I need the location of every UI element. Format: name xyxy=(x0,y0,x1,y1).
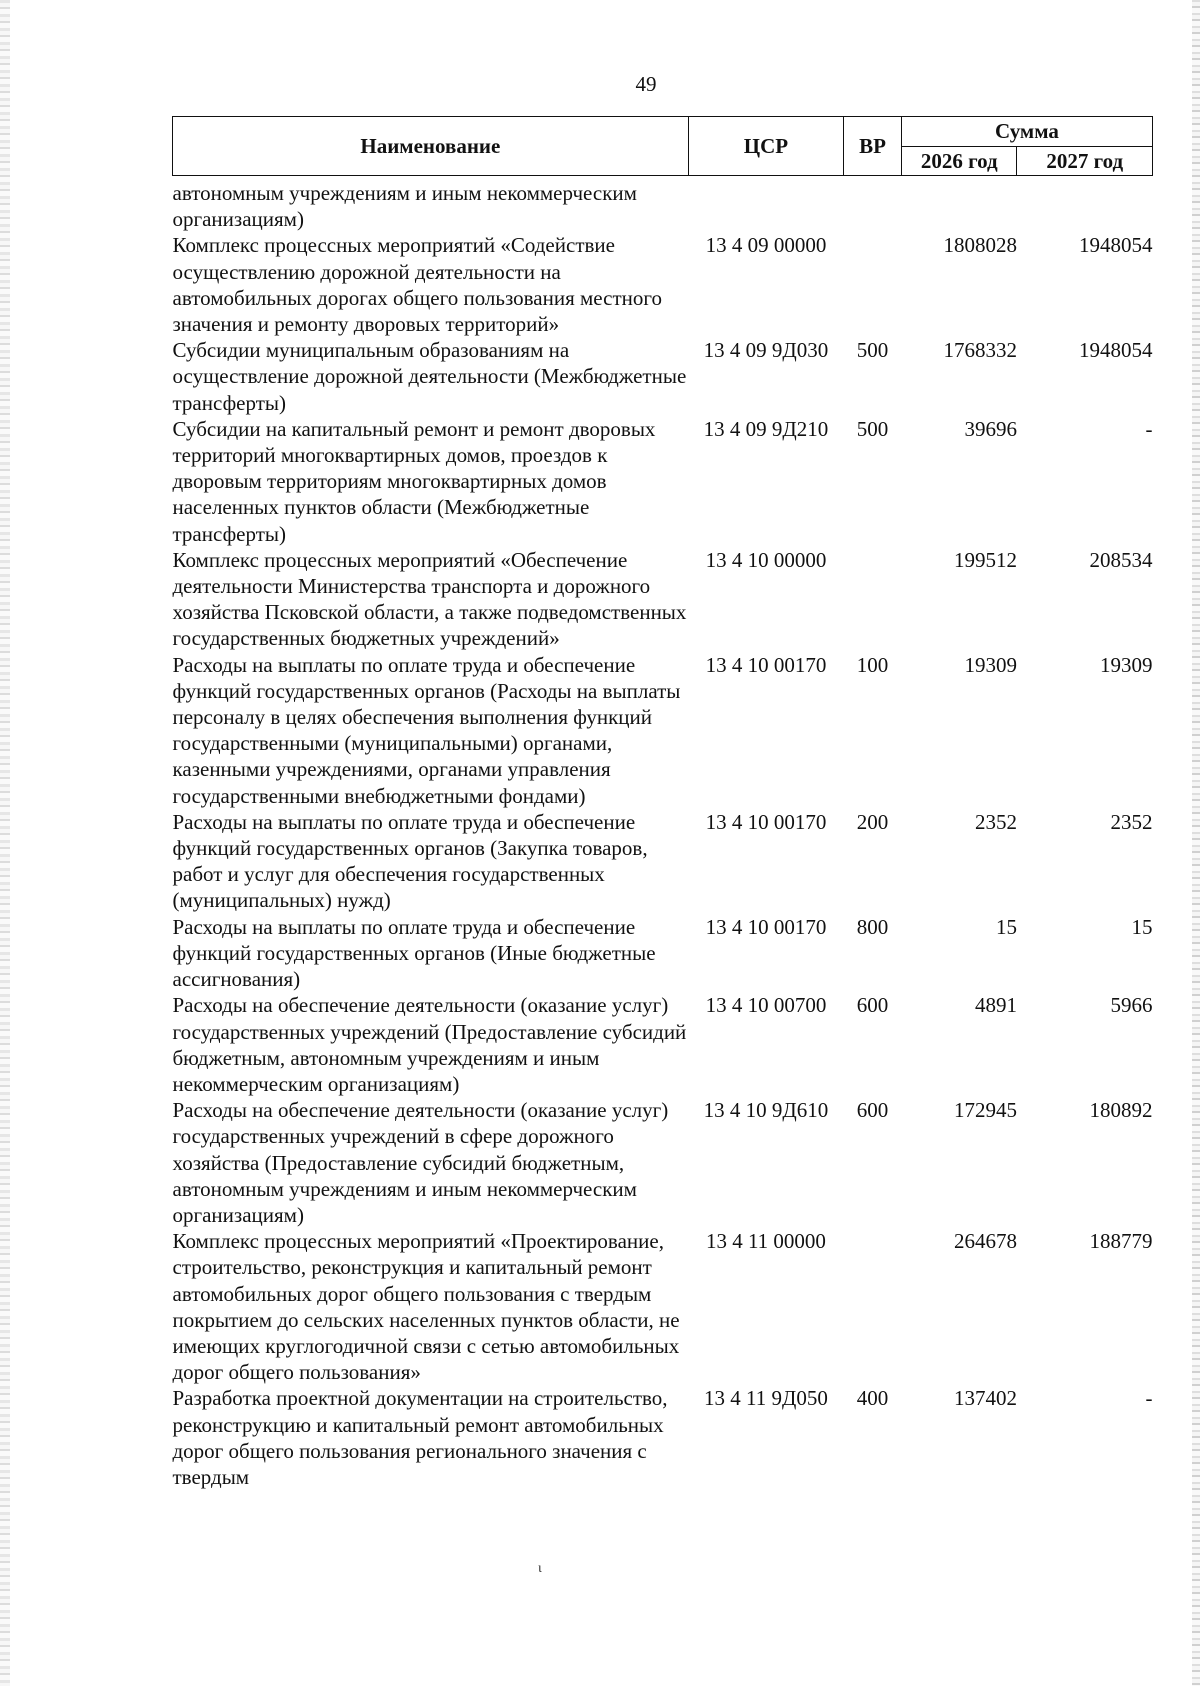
row-name: Расходы на выплаты по оплате труда и обеспечение функций государственных органов (Иные бюджетные ассигнования) xyxy=(172,914,656,992)
scan-edge-right xyxy=(1192,0,1200,1686)
row-name: Субсидии муниципальным образованиям на осуществление дорожной деятельности (Межбюджетные трансферты) xyxy=(172,338,687,415)
table-row xyxy=(173,809,1153,914)
row-vr: 100 xyxy=(856,652,889,677)
row-vr xyxy=(844,547,902,652)
row-csr: 13 4 11 9Д050 xyxy=(704,1386,828,1411)
row-vr: 200 xyxy=(856,809,889,834)
row-sum-2026: 137402 xyxy=(953,1386,1017,1411)
header-year-2026: 2026 год xyxy=(901,146,1017,176)
row-sum-2027: 15 xyxy=(1131,914,1153,939)
row-sum-2027: 188779 xyxy=(1089,1229,1153,1254)
row-vr: 500 xyxy=(856,338,889,363)
row-csr: 13 4 11 00000 xyxy=(705,1229,826,1254)
row-vr xyxy=(844,232,902,337)
row-sum-2026: 4891 xyxy=(974,993,1017,1018)
row-name: автономным учреждениям и иным некоммерческим организациям) xyxy=(172,181,637,232)
row-sum-2027: 180892 xyxy=(1089,1098,1153,1123)
row-name: Комплекс процессных мероприятий «Проектирование, строительство, реконструкция и капитальный ремонт автомобильных дорог общего пользования с твердым покрытием до сельских населенных пунктов области, не имеющих круглогодичной связи с сетью автомобильных дорог общего пользования» xyxy=(172,1229,680,1385)
row-name: Разработка проектной документации на строительство, реконструкцию и капитальный ремонт автомобильных дорог общего пользования регионального значения с твердым xyxy=(172,1386,668,1489)
row-csr: 13 4 10 00000 xyxy=(705,547,827,572)
table-row xyxy=(173,1385,1153,1490)
table-row xyxy=(173,337,1153,416)
row-name: Расходы на обеспечение деятельности (оказание услуг) государственных учреждений (Предоставление субсидий бюджетным, автономным учреждениям и иным некоммерческим организациям) xyxy=(172,993,687,1096)
row-name: Расходы на выплаты по оплате труда и обеспечение функций государственных органов (Расходы на выплаты персоналу в целях обеспечения выполнения функций государственными (муниципальными) органами, казенными учреждениями, органами управления государственными внебюджетными фондами) xyxy=(172,652,681,808)
row-sum-2027: 208534 xyxy=(1089,547,1153,572)
row-sum-2026 xyxy=(901,176,1017,233)
row-sum-2026: 15 xyxy=(995,914,1017,939)
row-csr: 13 4 10 9Д610 xyxy=(703,1098,829,1123)
row-sum-2026: 264678 xyxy=(953,1229,1017,1254)
row-sum-2027: 19309 xyxy=(1100,652,1153,677)
table-row xyxy=(173,652,1153,809)
header-csr: ЦСР xyxy=(688,117,843,176)
table-header xyxy=(173,117,1153,176)
row-name: Комплекс процессных мероприятий «Обеспечение деятельности Министерства транспорта и дорожного хозяйства Псковской области, а также подведомственных государственных бюджетных учреждений» xyxy=(172,547,687,651)
row-csr: 13 4 10 00170 xyxy=(705,914,827,939)
budget-table xyxy=(172,116,1153,1490)
row-csr: 13 4 10 00700 xyxy=(705,993,827,1018)
table-row xyxy=(173,547,1153,652)
header-year-2027: 2027 год xyxy=(1017,146,1153,176)
row-sum-2026: 199512 xyxy=(953,547,1017,572)
row-csr: 13 4 09 9Д210 xyxy=(703,416,829,441)
table-row xyxy=(173,416,1153,547)
row-sum-2027: - xyxy=(1145,1386,1153,1411)
row-sum-2027: 1948054 xyxy=(1079,233,1153,258)
row-csr xyxy=(688,176,843,233)
row-sum-2027: 5966 xyxy=(1110,993,1153,1018)
row-sum-2026: 1808028 xyxy=(943,233,1017,258)
row-sum-2026: 19309 xyxy=(964,652,1017,677)
row-sum-2027: 1948054 xyxy=(1079,338,1153,363)
table-row xyxy=(173,1097,1153,1228)
row-csr: 13 4 10 00170 xyxy=(705,652,827,677)
row-sum-2027: - xyxy=(1145,416,1153,441)
row-name: Субсидии на капитальный ремонт и ремонт дворовых территорий многоквартирных домов, проездов к дворовым территориям многоквартирных домов населенных пунктов области (Межбюджетные трансферты) xyxy=(172,416,656,546)
row-sum-2027: 2352 xyxy=(1110,809,1153,834)
table-row xyxy=(173,914,1153,993)
table-row xyxy=(173,176,1153,233)
row-csr: 13 4 10 00170 xyxy=(705,809,827,834)
scan-noise-mark: ι xyxy=(538,1561,542,1576)
row-name: Комплекс процессных мероприятий «Содействие осуществлению дорожной деятельности на автомобильных дорогах общего пользования местного значения и ремонту дворовых территорий» xyxy=(172,233,662,337)
header-vr: ВР xyxy=(844,117,902,176)
row-sum-2026: 39696 xyxy=(964,416,1017,441)
row-sum-2026: 1768332 xyxy=(943,338,1017,363)
header-sum: Сумма xyxy=(901,117,1152,147)
row-vr: 600 xyxy=(856,993,889,1018)
row-vr: 800 xyxy=(856,914,889,939)
row-name: Расходы на выплаты по оплате труда и обеспечение функций государственных органов (Закупка товаров, работ и услуг для обеспечения государственных (муниципальных) нужд) xyxy=(172,809,648,913)
table-body xyxy=(173,176,1153,1491)
row-vr xyxy=(844,1228,902,1385)
row-vr xyxy=(844,176,902,233)
row-sum-2026: 2352 xyxy=(974,809,1017,834)
table-row xyxy=(173,1228,1153,1385)
table-row xyxy=(173,992,1153,1097)
row-name: Расходы на обеспечение деятельности (оказание услуг) государственных учреждений в сфере дорожного хозяйства (Предоставление субсидий бюджетным, автономным учреждениям и иным некоммерческим организациям) xyxy=(172,1098,669,1227)
scan-edge-left xyxy=(0,0,10,1686)
row-vr: 500 xyxy=(856,416,889,441)
row-csr: 13 4 09 00000 xyxy=(705,233,827,258)
page-number: 49 xyxy=(635,72,657,96)
row-vr: 600 xyxy=(856,1098,889,1123)
row-sum-2026: 172945 xyxy=(953,1098,1017,1123)
row-sum-2027 xyxy=(1017,176,1153,233)
row-vr: 400 xyxy=(856,1386,889,1411)
table-row xyxy=(173,232,1153,337)
row-csr: 13 4 09 9Д030 xyxy=(703,338,829,363)
header-name: Наименование xyxy=(173,117,689,176)
